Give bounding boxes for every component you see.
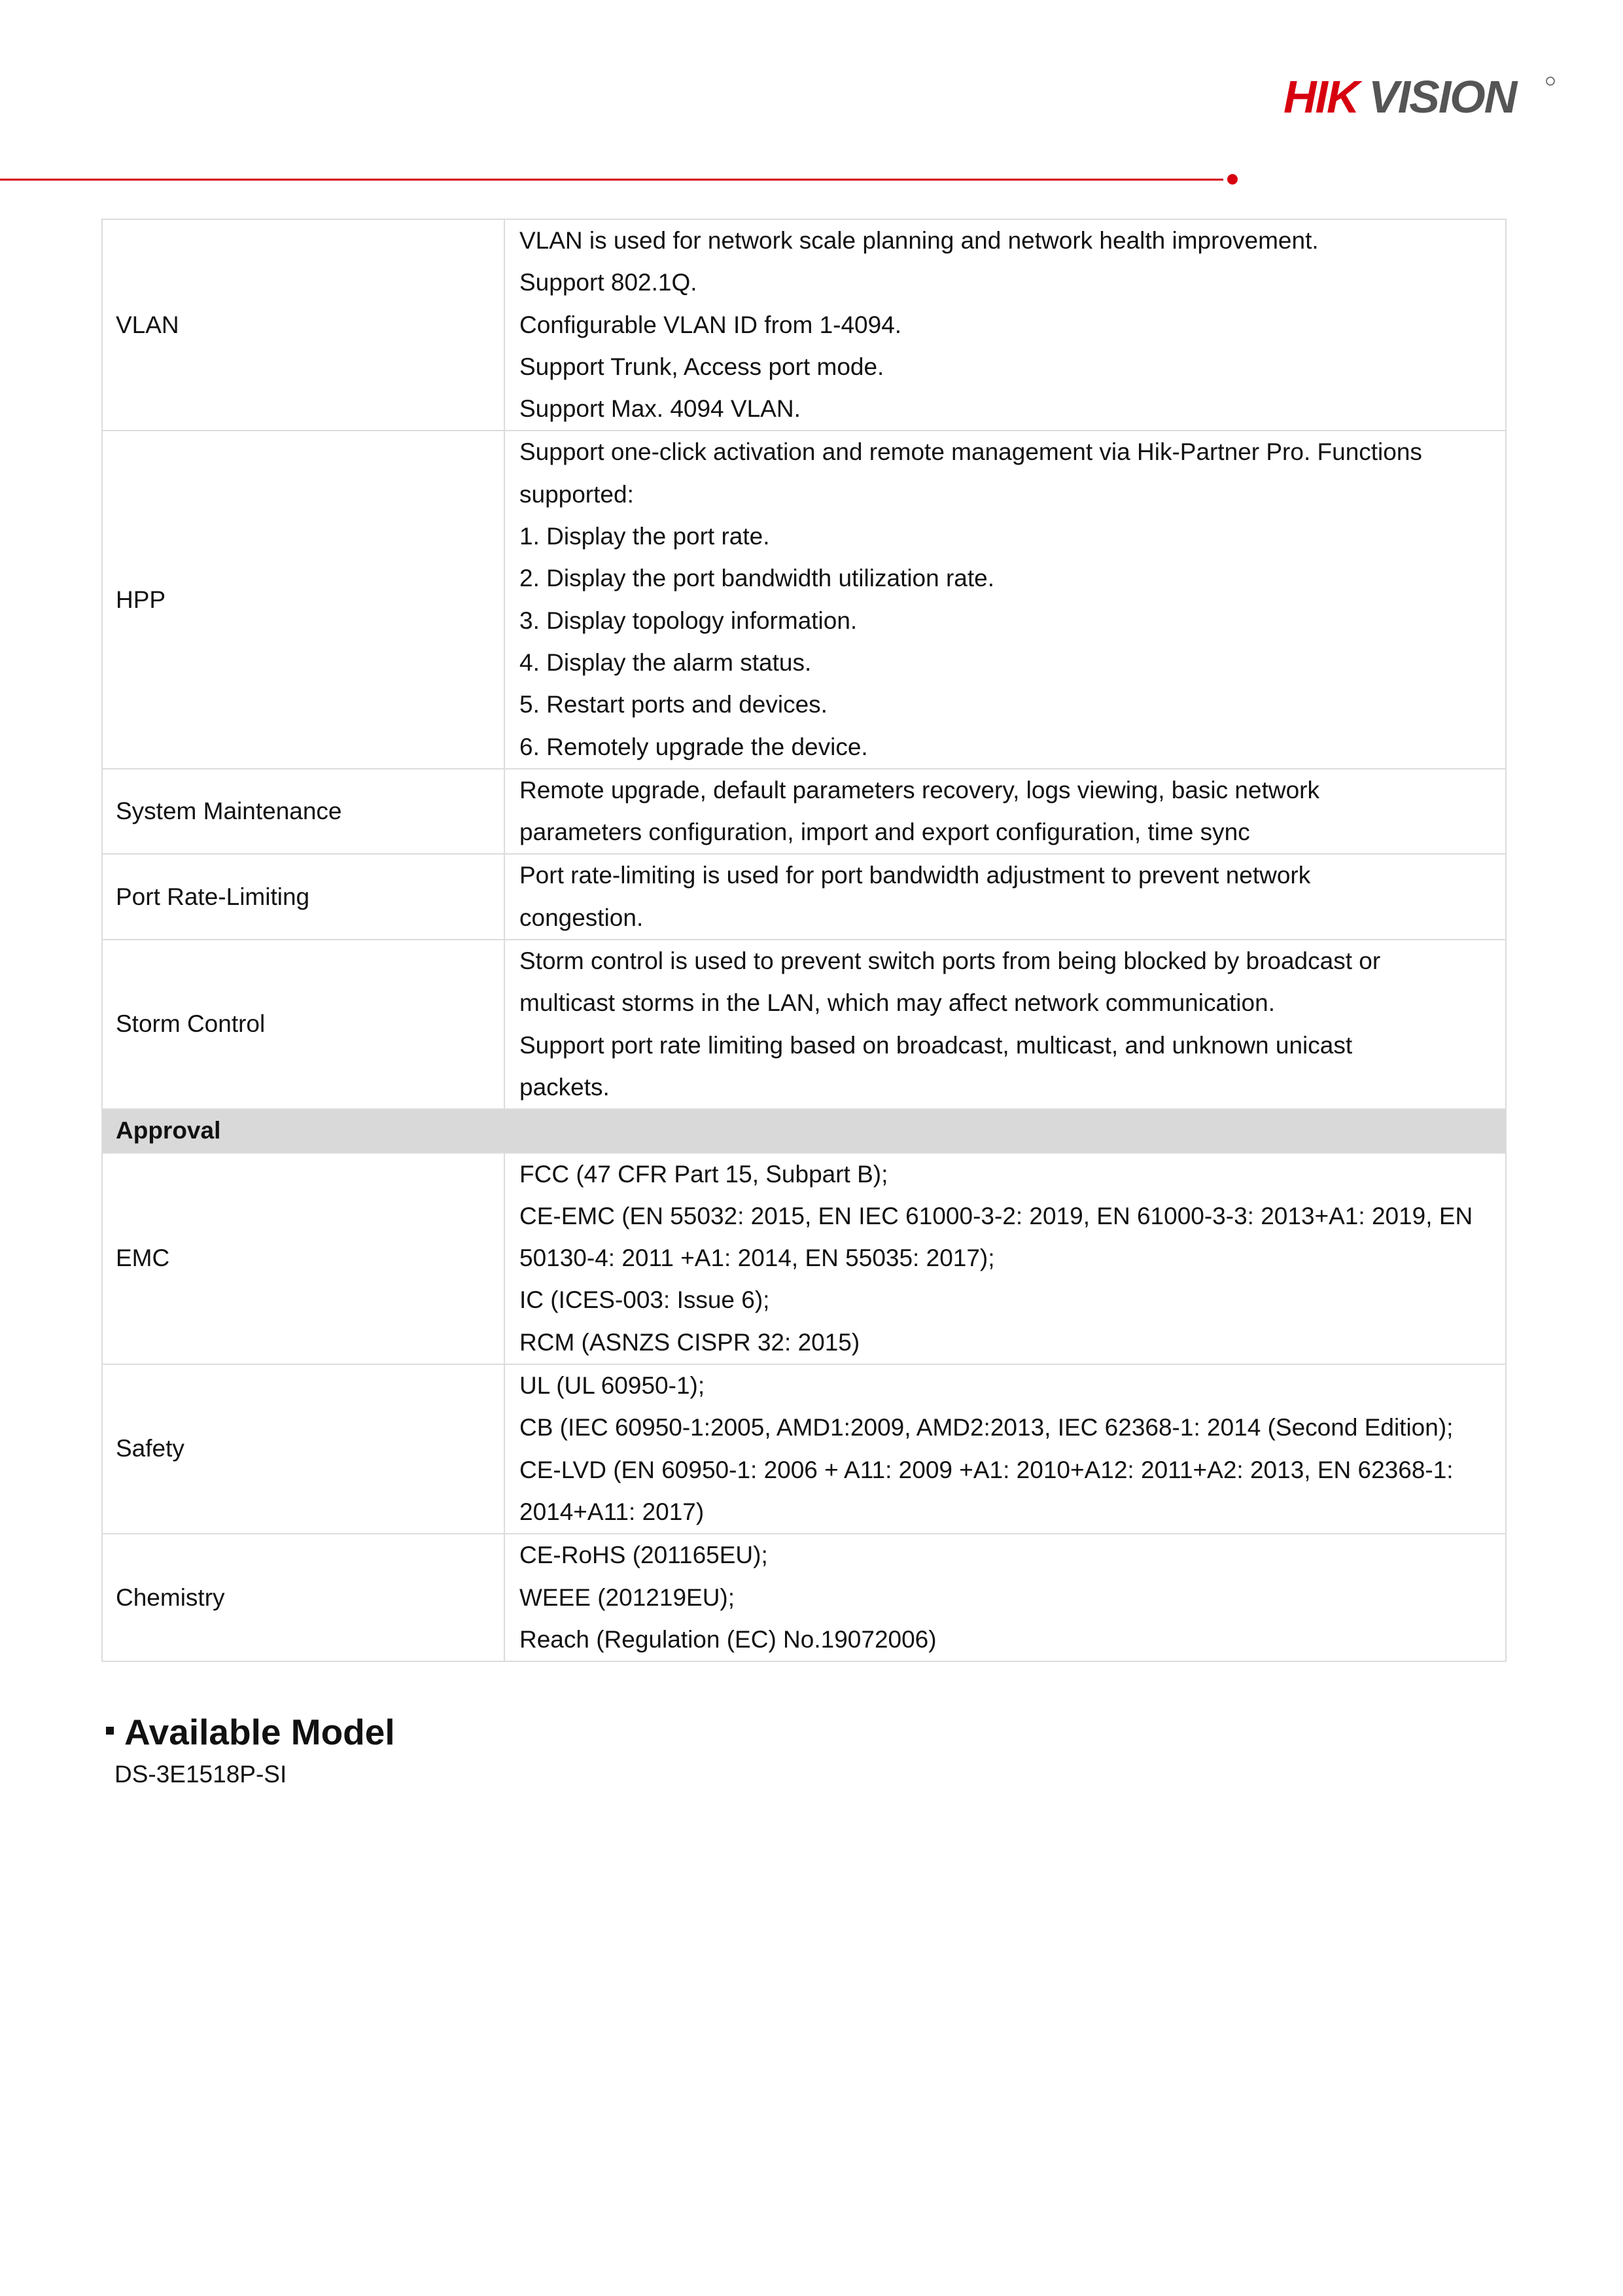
description-line: Support one-click activation and remote management via Hik-Partner Pro. Functions [519,438,1422,466]
description-line: FCC (47 CFR Part 15, Subpart B); [519,1160,888,1188]
table-row [102,1153,1506,1364]
row-description [504,1364,1506,1534]
description-line: Support port rate limiting based on broadcast, multicast, and unknown unicast [519,1031,1353,1059]
row-label: Port Rate-Limiting [102,854,504,940]
description-line: 1. Display the port rate. [519,523,770,550]
description-line: CB (IEC 60950-1:2005, AMD1:2009, AMD2:2013, IEC 62368-1: 2014 (Second Edition); [519,1414,1454,1441]
table-row [102,219,1506,431]
row-description [504,1534,1506,1661]
table-row [102,1364,1506,1534]
description-line: Support Max. 4094 VLAN. [519,395,801,423]
description-line: multicast storms in the LAN, which may affect network communication. [519,989,1275,1017]
section-title: Approval [102,1109,1506,1152]
description-line: Support 802.1Q. [519,269,697,296]
description-line: parameters configuration, import and export configuration, time sync [519,819,1250,846]
available-model-heading [106,1709,395,1755]
description-line: Reach (Regulation (EC) No.19072006) [519,1625,937,1653]
description-line: 6. Remotely upgrade the device. [519,733,868,760]
hikvision-logo [1283,71,1558,123]
row-label: EMC [102,1153,504,1364]
row-label: Chemistry [102,1534,504,1661]
description-line: CE-EMC (EN 55032: 2015, EN IEC 61000-3-2: 2019, EN 61000-3-3: 2013+A1: 2019, EN [519,1202,1473,1229]
table-row [102,1534,1506,1661]
svg-text:HIK: HIK [1283,71,1359,122]
description-line: WEEE (201219EU); [519,1583,735,1611]
description-line: congestion. [519,904,644,931]
table-row [102,940,1506,1109]
spec-table [101,219,1507,1662]
description-line: supported: [519,480,634,508]
row-description [504,1153,1506,1364]
header-rule [0,179,1223,181]
row-label: System Maintenance [102,769,504,855]
table-row [102,769,1506,855]
row-description [504,854,1506,940]
row-description [504,431,1506,768]
heading-text: Available Model [124,1712,395,1752]
row-description [504,769,1506,855]
row-label: Safety [102,1364,504,1534]
row-description [504,219,1506,431]
description-line: packets. [519,1073,610,1101]
description-line: Storm control is used to prevent switch ports from being blocked by broadcast or [519,947,1381,975]
description-line: 2014+A11: 2017) [519,1498,705,1525]
row-description [504,940,1506,1109]
description-line: Remote upgrade, default parameters recovery, logs viewing, basic network [519,776,1319,804]
description-line: Port rate-limiting is used for port bandwidth adjustment to prevent network [519,862,1311,889]
description-line: CE-LVD (EN 60950-1: 2006 + A11: 2009 +A1: 2010+A12: 2011+A2: 2013, EN 62368-1: [519,1456,1454,1483]
row-label: VLAN [102,219,504,431]
svg-text:VISION: VISION [1369,71,1516,122]
description-line: 2. Display the port bandwidth utilization rate. [519,565,995,592]
table-row [102,854,1506,940]
description-line: 5. Restart ports and devices. [519,691,828,718]
description-line: 50130-4: 2011 +A1: 2014, EN 55035: 2017); [519,1245,995,1272]
section-header-row [102,1109,1506,1152]
description-line: RCM (ASNZS CISPR 32: 2015) [519,1328,860,1356]
description-line: Support Trunk, Access port mode. [519,353,884,380]
description-line: CE-RoHS (201165EU); [519,1542,768,1569]
model-number: DS-3E1518P-SI [114,1761,287,1788]
row-label: HPP [102,431,504,768]
bullet-icon [106,1727,114,1735]
table-row [102,431,1506,768]
description-line: 4. Display the alarm status. [519,648,812,676]
description-line: 3. Display topology information. [519,607,858,634]
row-label: Storm Control [102,940,504,1109]
description-line: Configurable VLAN ID from 1-4094. [519,311,902,338]
description-line: VLAN is used for network scale planning and network health improvement. [519,227,1319,254]
description-line: UL (UL 60950-1); [519,1372,705,1400]
header-rule-dot [1227,174,1238,185]
description-line: IC (ICES-003: Issue 6); [519,1286,770,1314]
